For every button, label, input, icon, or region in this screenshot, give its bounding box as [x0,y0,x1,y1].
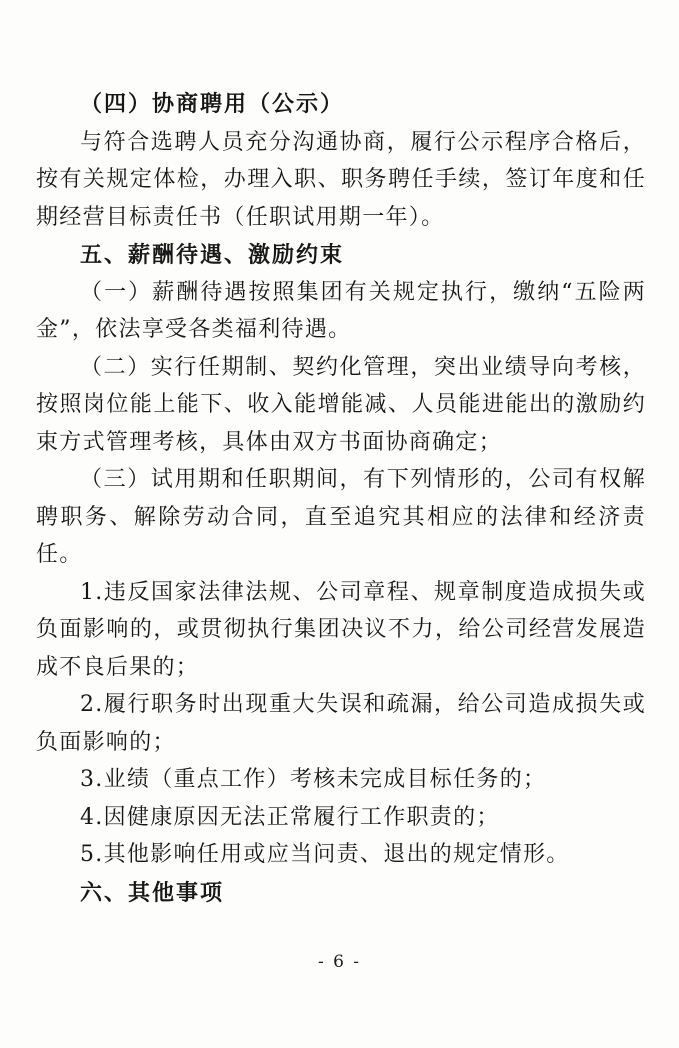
list-item-2: 2.履行职务时出现重大失误和疏漏，给公司造成损失或负面影响的； [36,692,646,755]
list-item-5: 5.其他影响任用或应当问责、退出的规定情形。 [80,842,570,867]
heading-4-xieshang-pinyong: （四）协商聘用（公示） [80,91,345,117]
page-number: - 6 - [317,952,362,972]
list-item-1: 1.违反国家法律法规、公司章程、规章制度造成损失或负面影响的，或贯彻执行集团决议不力，给公司经营发展造成不良后果的； [36,579,646,680]
heading-6-qita-shixiang: 六、其他事项 [80,879,225,905]
paragraph: （二）实行任期制、契约化管理，突出业绩导向考核，按照岗位能上能下、收入能增能减、人员能进能出的激励约束方式管理考核，具体由双方书面协商确定； [36,354,646,455]
heading-5-xinchou-daiyu: 五、薪酬待遇、激励约束 [80,242,345,267]
paragraph: （一）薪酬待遇按照集团有关规定执行，缴纳“五险两金”，依法享受各类福利待遇。 [36,279,646,342]
paragraph: 与符合选聘人员充分沟通协商，履行公示程序合格后，按有关规定体检，办理入职、职务聘任手续，签订年度和任期经营目标责任书（任职试用期一年）。 [36,129,646,230]
paragraph: （三）试用期和任职期间，有下列情形的，公司有权解聘职务、解除劳动合同，直至追究其相应的法律和经济责任。 [36,467,646,567]
document-body [36,86,646,911]
list-item-3: 3.业绩（重点工作）考核未完成目标任务的； [80,767,547,792]
list-item-4: 4.因健康原因无法正常履行工作职责的； [80,804,500,830]
